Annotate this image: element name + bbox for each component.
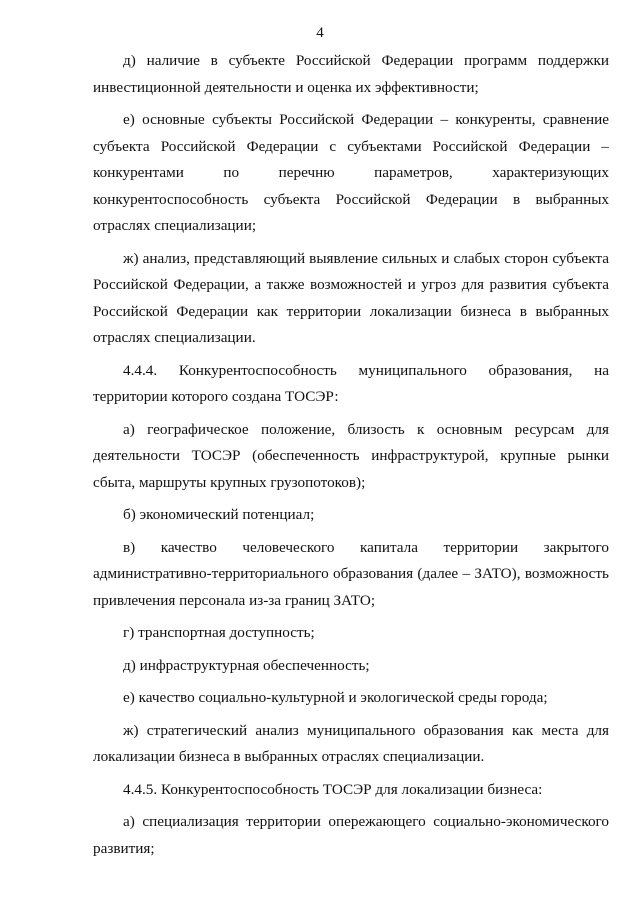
paragraph-zh-swot-analysis: ж) анализ, представляющий выявление сильных и слабых сторон субъекта Российской Федерации, а также возможностей и угроз для развития субъекта Российской Федерации как территории локализации бизнеса в выбранных отраслях специализации. xyxy=(93,249,609,346)
list-item-zh-strategic-analysis: ж) стратегический анализ муниципального образования как места для локализации бизнеса в выбранных отраслях специализации. xyxy=(93,721,609,765)
section-heading-4-4-4: 4.4.4. Конкурентоспособность муниципального образования, на территории которого создана ТОСЭР: xyxy=(93,361,609,405)
list-item-e-urban-environment: е) качество социально-культурной и экологической среды города; xyxy=(123,689,548,706)
list-item-g-transport-access: г) транспортная доступность; xyxy=(123,624,315,641)
document-body xyxy=(93,48,609,868)
paragraph-d-investment-support: д) наличие в субъекте Российской Федерации программ поддержки инвестиционной деятельности и оценка их эффективности; xyxy=(93,52,609,96)
list-item-v-human-capital: в) качество человеческого капитала территории закрытого административно-территориального образования (далее – ЗАТО), возможность привлечения персонала из-за границ ЗАТО; xyxy=(93,538,609,609)
list-item-a-geographic-position: а) географическое положение, близость к основным ресурсам для деятельности ТОСЭР (обеспеченность инфраструктурой, крупные рынки сбыта, маршруты крупных грузопотоков); xyxy=(93,420,609,491)
page-number: 4 xyxy=(316,25,324,41)
section-heading-4-4-5: 4.4.5. Конкурентоспособность ТОСЭР для локализации бизнеса: xyxy=(123,780,543,798)
list-item-a-territory-specialization: а) специализация территории опережающего социально-экономического развития; xyxy=(93,813,609,857)
list-item-d-infrastructure: д) инфраструктурная обеспеченность; xyxy=(123,656,370,674)
list-item-b-economic-potential: б) экономический потенциал; xyxy=(123,506,315,523)
paragraph-e-competitor-regions: е) основные субъекты Российской Федерации – конкуренты, сравнение субъекта Российской Федерации с субъектами Российской Федерации – конкурентами по перечню параметров, характеризующих конкурентоспособность субъекта Российской Федерации в выбранных отраслях специализации; xyxy=(93,111,609,234)
